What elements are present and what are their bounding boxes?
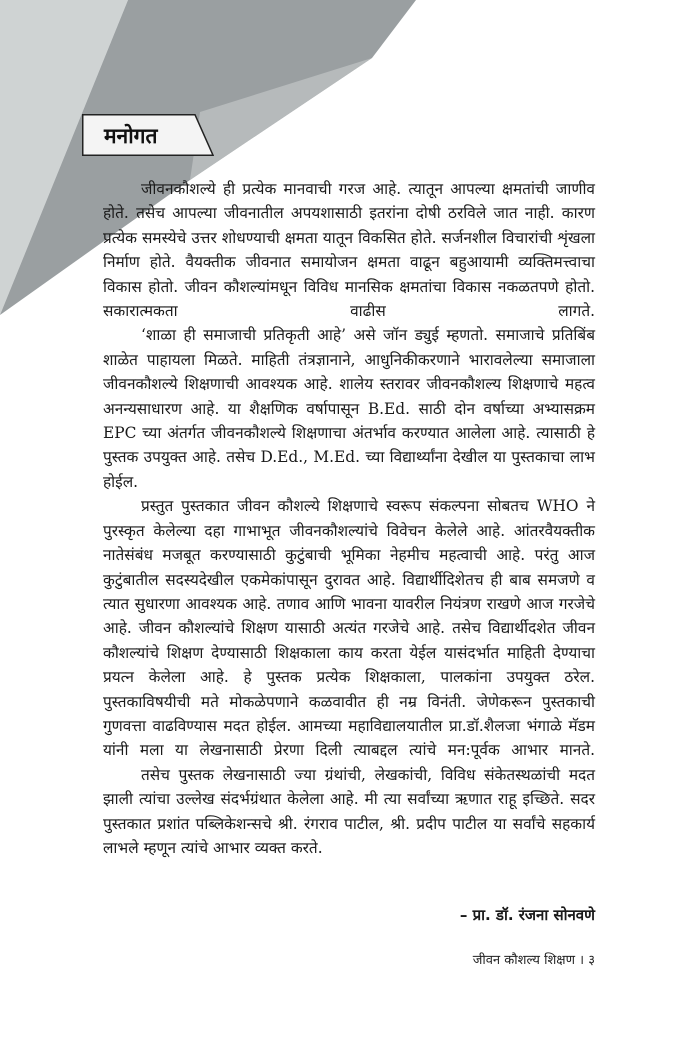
page-number: ३: [588, 953, 595, 968]
foreword-body: [103, 177, 595, 860]
footer-book-title: जीवन कौशल्य शिक्षण: [472, 953, 576, 968]
author-signature: – प्रा. डॉ. रंजना सोनवणे: [459, 906, 595, 924]
heading-box: [82, 114, 214, 156]
page-footer: [473, 950, 595, 968]
paragraph-4: तसेच पुस्तक लेखनासाठी ज्या ग्रंथांची, लेखकांची, विविध संकेतस्थळांची मदत झाली त्यांचा उल्लेख संदर्भग्रंथात केलेला आहे. मी त्या सर्वांच्या ऋणात राहू इच्छिते. सदर पुस्तकात प्रशांत पब्लिकेशन्सचे श्री. रंगराव पाटील, श्री. प्रदीप पाटील या सर्वांचे सहकार्य लाभले म्हणून त्यांचे आभार व्यक्त करते.: [103, 765, 595, 857]
page-title: मनोगत: [104, 124, 158, 148]
paragraph-1: जीवनकौशल्ये ही प्रत्येक मानवाची गरज आहे. त्यातून आपल्या क्षमतांची जाणीव होते. तसेच आपल्या जीवनातील अपयशासाठी इतरांना दोषी ठरविले जात नाही. कारण प्रत्येक समस्येचे उत्तर शोधण्याची क्षमता यातून विकसित होते. सर्जनशील विचारांची शृंखला निर्माण होते. वैयक्तीक जीवनात समायोजन क्षमता वाढून बहुआयामी व्यक्तिमत्त्वाचा विकास होतो. जीवन कौशल्यांमधून विविध मानसिक क्षमतांचा विकास नकळतपणे होतो. सकारात्मकता वाढीस लागते.: [103, 180, 595, 321]
paragraph-2: ‘शाळा ही समाजाची प्रतिकृती आहे’ असे जॉन ड्युई म्हणतो. समाजाचे प्रतिबिंब शाळेत पाहायला मिळते. माहिती तंत्रज्ञानाने, आधुनिकीकरणाने भारावलेल्या समाजाला जीवनकौशल्ये शिक्षणाची आवश्यक आहे. शालेय स्तरावर जीवनकौशल्य शिक्षणाचे महत्व अनन्यसाधारण आहे. या शैक्षणिक वर्षापासून B.Ed. साठी दोन वर्षाच्या अभ्यासक्रम EPC च्या अंतर्गत जीवनकौशल्ये शिक्षणाचा अंतर्भाव करण्यात आलेला आहे. त्यासाठी हे पुस्तक उपयुक्त आहे. तसेच D.Ed., M.Ed. च्या विद्यार्थ्यांना देखील या पुस्तकाचा लाभ होईल.: [103, 326, 595, 491]
paragraph-3: प्रस्तुत पुस्तकात जीवन कौशल्ये शिक्षणाचे स्वरूप संकल्पना सोबतच WHO ने पुरस्कृत केलेल्या दहा गाभाभूत जीवनकौशल्यांचे विवेचन केलेले आहे. आंतरवैयक्तीक नातेसंबंध मजबूत करण्यासाठी कुटुंबाची भूमिका नेहमीच महत्वाची आहे. परंतु आज कुटुंबातील सदस्यदेखील एकमेकांपासून दुरावत आहे. विद्यार्थीदिशेतच ही बाब समजणे व त्यात सुधारणा आवश्यक आहे. तणाव आणि भावना यावरील नियंत्रण राखणे आज गरजेचे आहे. जीवन कौशल्यांचे शिक्षण यासाठी अत्यंत गरजेचे आहे. तसेच विद्यार्थीदशेत जीवन कौशल्यांचे शिक्षण देण्यासाठी शिक्षकाला काय करता येईल यासंदर्भात माहिती देण्याचा प्रयत्न केलेला आहे. हे पुस्तक प्रत्येक शिक्षकाला, पालकांना उपयुक्त ठरेल. पुस्तकाविषयीची मते मोकळेपणाने कळवावीत ही नम्र विनंती. जेणेकरून पुस्तकाची गुणवत्ता वाढविण्यास मदत होईल. आमच्या महाविद्यालयातील प्रा.डॉ.शैलजा भंगाळे मॅडम यांनी मला या लेखनासाठी प्रेरणा दिली त्याबद्दल त्यांचे मन:पूर्वक आभार मानते.: [103, 497, 595, 760]
footer-separator: ।: [579, 953, 585, 968]
